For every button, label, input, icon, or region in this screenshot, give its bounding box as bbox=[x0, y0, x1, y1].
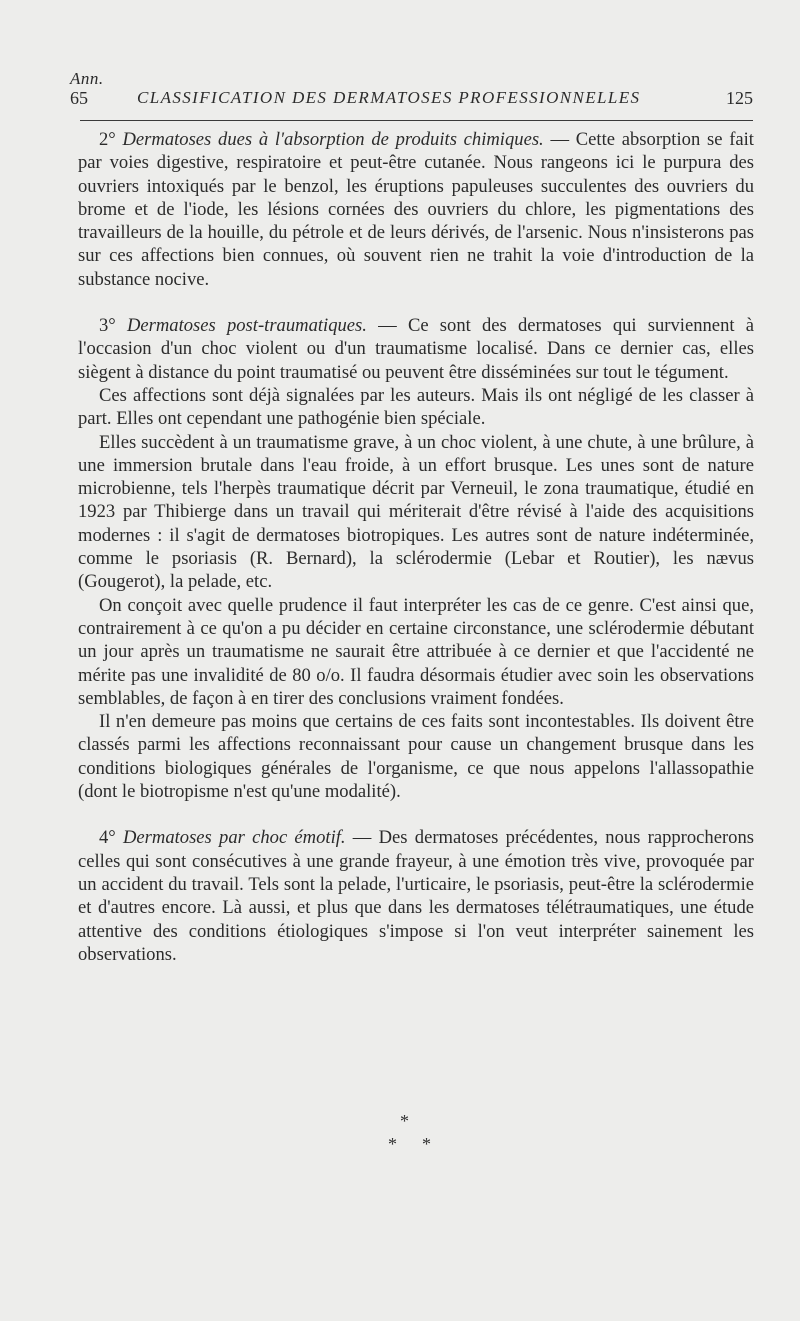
section-3-paragraph-5: Il n'en demeure pas moins que certains de ces faits sont incontestables. Ils doivent être classés parmi les affections reconnaissant pour cause un changement brusque dans les conditions biologiques générales de l'organisme, ce que nous appelons l'allassopathie (dont le biotropisme n'est qu'une modalité). bbox=[78, 711, 754, 803]
section-4-number: 4° bbox=[99, 827, 116, 849]
running-header bbox=[70, 87, 753, 109]
section-3-number: 3° bbox=[99, 315, 116, 337]
volume-number: 65 bbox=[70, 88, 88, 108]
asterism-star: * bbox=[388, 1134, 397, 1154]
section-3-paragraph-3: Elles succèdent à un traumatisme grave, à un choc violent, à une chute, à une brûlure, à une immersion brutale dans l'eau froide, à un effort brusque. Les unes sont de nature microbienne, tels l'herpès traumatique décrit par Verneuil, le zona traumatique, étudié en 1923 par Thibierge dans un travail qui mériterait d'être révisé à l'aide des acquisitions modernes : il s'agit de dermatoses biotropiques. Les autres sont de nature indéterminée, comme le psoriasis (R. Bernard), la sclérodermie (Lebar et Routier), les nævus (Gougerot), la pelade, etc. bbox=[78, 431, 754, 593]
body-text bbox=[78, 128, 754, 966]
header-rule bbox=[80, 120, 753, 121]
section-2-number: 2° bbox=[99, 129, 116, 150]
section-3-paragraph bbox=[78, 314, 754, 384]
heading-dash: — bbox=[352, 827, 372, 849]
page-number: 125 bbox=[726, 88, 753, 108]
running-title: CLASSIFICATION DES DERMATOSES PROFESSIONNELLES bbox=[137, 88, 641, 107]
heading-dash: — bbox=[550, 129, 570, 150]
handwritten-annotation: Ann. bbox=[70, 69, 104, 88]
section-3-text-1: Ce sont des dermatoses qui surviennent à l'occasion d'un choc violent ou d'un traumatisme localisé. Dans ce dernier cas, elles siègent à distance du point traumatisé ou peuvent être disséminées sur tout le tégument. bbox=[78, 315, 754, 383]
heading-dash: — bbox=[378, 315, 397, 337]
asterism-separator bbox=[380, 1112, 440, 1162]
section-3-paragraph-4: On conçoit avec quelle prudence il faut interpréter les cas de ce genre. C'est ainsi que, contrairement à ce qu'on a pu décider en certaine circonstance, une sclérodermie débutant un jour après un traumatisme ne saurait être attribuée à ce dernier et que l'accidenté ne mérite pas une invalidité de 80 o/o. Il faudra désormais étudier avec soin les observations semblables, de façon à en tirer des conclusions vraiment fondées. bbox=[78, 594, 754, 709]
section-4-paragraph bbox=[78, 826, 754, 966]
section-3-paragraph-2: Ces affections sont déjà signalées par les auteurs. Mais ils ont négligé de les classer à part. Elles ont cependant une pathogénie bien spéciale. bbox=[78, 384, 754, 430]
section-2-text-1: Cette absorption se fait par voies digestive, respiratoire et peut-être cutanée. Nous rangeons ici le purpura des ouvriers intoxiqués par le benzol, les éruptions papuleuses succulentes des ouvriers du brome et de l'iode, les lésions cornées des ouvriers du chlore, les pigmentations des travailleurs de la houille, du pétrole et de leurs dérivés, de l'arsenic. Nous n'insisterons pas sur ces affections bien connues, où souvent rien ne trahit la voie d'introduction de la substance nocive. bbox=[78, 129, 754, 290]
section-2-paragraph bbox=[78, 128, 754, 291]
asterism-star: * bbox=[422, 1134, 431, 1154]
section-2-heading: Dermatoses dues à l'absorption de produits chimiques. bbox=[122, 129, 544, 150]
section-4-heading: Dermatoses par choc émotif. bbox=[122, 827, 346, 849]
asterism-star: * bbox=[400, 1111, 409, 1131]
section-4-text-1: Des dermatoses précédentes, nous rapprocherons celles qui sont consécutives à une grande frayeur, à une émotion très vive, provoquée par un accident du travail. Tels sont la pelade, l'urticaire, le psoriasis, peut-être la sclérodermie et d'autres encore. Là aussi, et plus que dans les dermatoses télétraumatiques, une étude attentive des conditions étiologiques s'impose si l'on veut interpréter sainement les observations. bbox=[78, 827, 754, 965]
section-3-heading: Dermatoses post-traumatiques. bbox=[126, 315, 367, 337]
